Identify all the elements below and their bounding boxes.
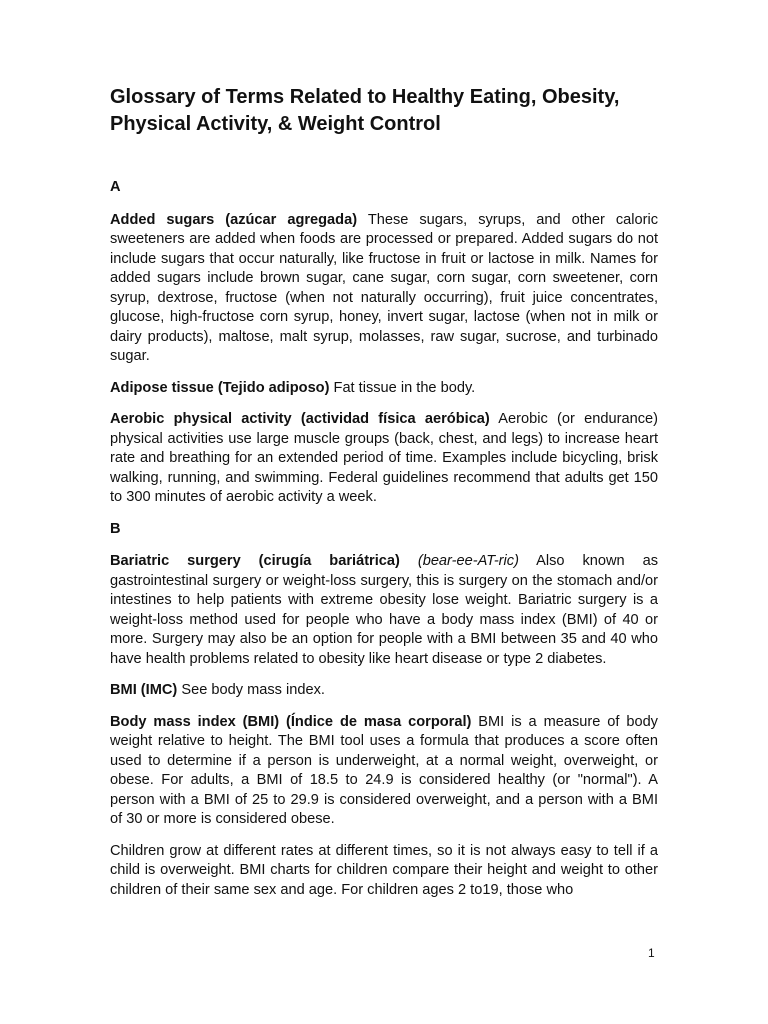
section-letter-a: A bbox=[110, 179, 121, 195]
document-title: Glossary of Terms Related to Healthy Eating, Obesity, Physical Activity, & Weight Control bbox=[110, 86, 620, 135]
glossary-definition: Children grow at different rates at different times, so it is not always easy to tell if a child is overweight. BMI charts for children compare their height and weight to other children of their same sex and age. For children ages 2 to19, those who bbox=[110, 842, 658, 898]
glossary-entry-body-mass-index bbox=[110, 713, 658, 830]
glossary-definition: BMI is a measure of body weight relative to height. The BMI tool uses a formula that produces a score often used to determine if a person is underweight, at a normal weight, overweight, or obese. For adults, a BMI of 18.5 to 24.9 is considered healthy (or "normal"). A person with a BMI of 25 to 29.9 is considered overweight, and a person with a BMI of 30 or more is considered obese. bbox=[110, 713, 658, 827]
glossary-term: BMI (IMC) bbox=[110, 682, 178, 698]
glossary-term: Bariatric surgery (cirugía bariátrica) bbox=[110, 553, 400, 569]
glossary-term: Adipose tissue (Tejido adiposo) bbox=[110, 379, 330, 396]
glossary-definition: Fat tissue in the body. bbox=[333, 379, 476, 396]
pronunciation: (bear-ee-AT-ric) bbox=[417, 553, 519, 569]
glossary-entry-adipose-tissue bbox=[110, 379, 658, 399]
glossary-definition: See body mass index. bbox=[181, 682, 325, 698]
glossary-term: Body mass index (BMI) (Índice de masa corporal) bbox=[110, 713, 472, 730]
glossary-definition: Also known as gastrointestinal surgery or weight-loss surgery, this is surgery on the stomach and/or intestines to help patients with extreme obesity lose weight. Bariatric surgery is a weight-loss method used for people who have a body mass index (BMI) of 40 or more. Surgery may also be an option for people with a BMI between 35 and 40 who have health problems related to obesity like heart disease or type 2 diabetes. bbox=[110, 553, 658, 667]
glossary-definition: These sugars, syrups, and other caloric sweeteners are added when foods are processed or prepared. Added sugars do not include sugars that occur naturally, like fructose in fruit or lactose in milk. Names for added sugars include brown sugar, cane sugar, corn sugar, corn sweetener, corn syrup, dextrose, fructose (when not naturally occurring), fruit juice concentrates, glucose, high-fructose corn syrup, honey, invert sugar, lactose (when not in milk or dairy products), maltose, malt syrup, molasses, raw sugar, sucrose, and turbinado sugar. bbox=[110, 211, 658, 364]
glossary-body bbox=[110, 178, 658, 912]
section-letter-b: B bbox=[110, 520, 121, 537]
glossary-entry-added-sugars bbox=[110, 211, 658, 367]
glossary-definition: Aerobic (or endurance) physical activities use large muscle groups (back, chest, and legs) to increase heart rate and breathing for an extended period of time. Examples include bicycling, brisk walking, running, and swimming. Federal guidelines recommend that adults get 150 to 300 minutes of aerobic activity a week. bbox=[110, 411, 659, 505]
glossary-entry-bariatric-surgery bbox=[110, 552, 658, 669]
glossary-paragraph-children-bmi bbox=[110, 842, 658, 901]
glossary-entry-aerobic-activity bbox=[110, 410, 658, 508]
glossary-entry-bmi bbox=[110, 681, 658, 701]
page-number: 1 bbox=[648, 946, 655, 960]
glossary-term: Aerobic physical activity (actividad física aeróbica) bbox=[110, 411, 490, 427]
glossary-term: Added sugars (azúcar agregada) bbox=[110, 211, 358, 228]
